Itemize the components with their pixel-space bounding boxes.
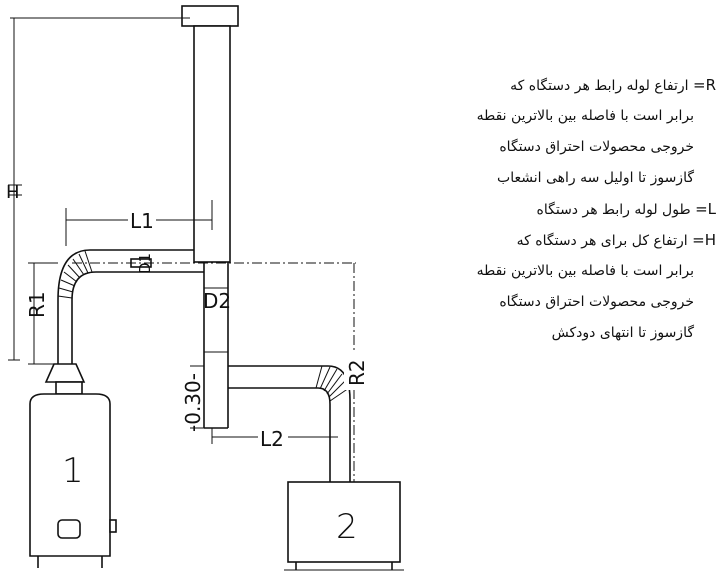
draft-hood-1 <box>46 364 84 394</box>
dimension-030 <box>181 366 205 432</box>
label-R2: R2 <box>345 359 369 386</box>
dimension-R2 <box>344 350 369 390</box>
legend-R-line-4: گازسوز تا اولیل سه راهی انشعاب <box>497 170 694 186</box>
connector-pipe-2 <box>228 366 350 482</box>
label-L2: L2 <box>260 427 284 451</box>
main-flue-lower <box>204 262 228 428</box>
legend-H-line-4: گازسوز تا انتهای دودکش <box>551 325 694 341</box>
label-D2: D2 <box>203 289 232 313</box>
legend-R-line-1: R= ارتفاع لوله رابط هر دستگاه که <box>510 76 716 94</box>
legend-H-line-2: برابر است با فاصله بین بالاترین نقطه <box>476 263 694 279</box>
label-R1: R1 <box>25 291 49 318</box>
dimension-L1 <box>66 200 212 246</box>
label-030: -0.30- <box>181 373 205 432</box>
chimney <box>182 6 238 262</box>
legend-R-key: R= <box>692 76 716 94</box>
label-D1: D1 <box>136 252 154 274</box>
legend-R-line-2: برابر است با فاصله بین بالاترین نقطه <box>476 108 694 124</box>
legend-L-key: L= <box>695 200 716 218</box>
label-H: H <box>6 182 20 203</box>
connector-pipe-1 <box>58 250 204 364</box>
legend-H-line-1: H= ارتفاع کل برای هر دستگاه که <box>516 231 716 249</box>
legend <box>416 70 716 349</box>
label-L1: L1 <box>130 209 154 233</box>
control-knob-icon <box>58 520 80 538</box>
appliance-1-number: 1 <box>62 451 84 491</box>
legend-H-key: H= <box>692 231 716 249</box>
appliance-1 <box>30 394 116 568</box>
legend-R-line-3: خروجی محصولات احتراق دستگاه <box>499 139 694 155</box>
legend-L-line-1: L= طول لوله رابط هر دستگاه <box>536 200 716 218</box>
appliance-2 <box>284 482 404 570</box>
dimension-R1 <box>25 263 58 364</box>
elbow-corrugation-1 <box>58 251 92 298</box>
legend-H-line-3: خروجی محصولات احتراق دستگاه <box>499 294 694 310</box>
dimension-L2 <box>212 426 338 451</box>
appliance-2-number: 2 <box>336 507 358 547</box>
